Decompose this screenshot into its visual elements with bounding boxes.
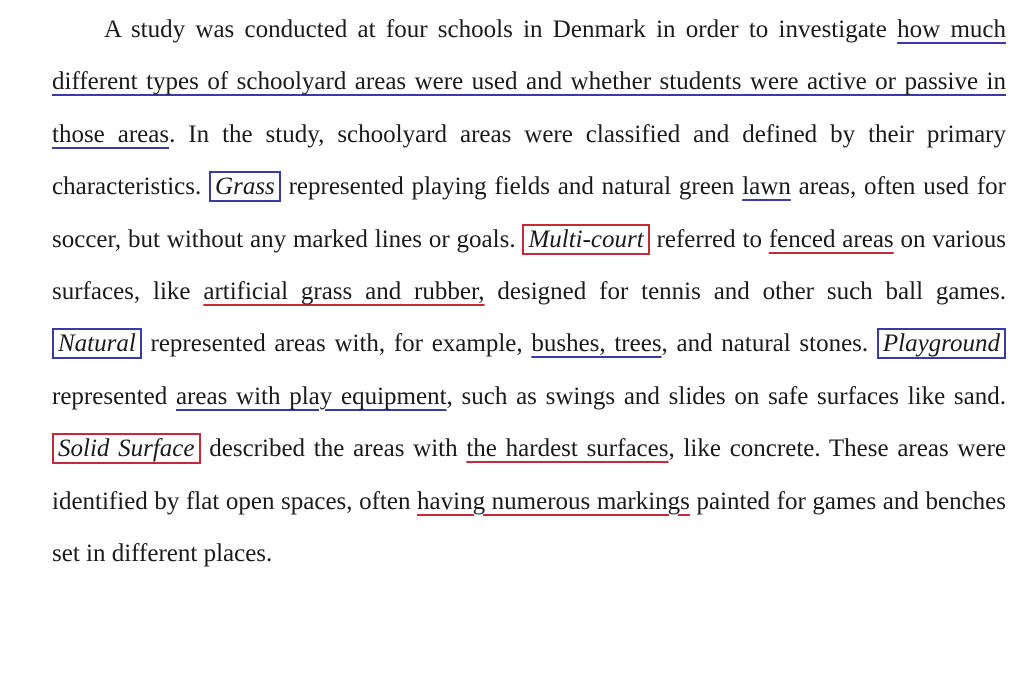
playground-desc-b: , such as swings and slides on safe surfaces like sand. xyxy=(446,382,1006,410)
natural-desc-a: represented areas with, for example, xyxy=(141,330,532,358)
multicourt-desc-a: referred to xyxy=(649,225,769,253)
underline-lawn: lawn xyxy=(742,173,791,201)
solid-desc-b: , like concrete. These areas were identified by flat open spaces, often xyxy=(52,435,1006,515)
grass-desc-b: areas, often used for soccer, but without any marked lines or goals. xyxy=(52,173,1007,253)
period: . xyxy=(169,120,176,148)
sentence-classification: In the study, schoolyard areas were classified and defined by their primary characteristics. xyxy=(52,120,1006,201)
underline-hardest-surfaces: the hardest surfaces xyxy=(466,435,669,463)
underline-numerous-markings: having numerous markings xyxy=(417,487,690,515)
solid-desc-a: described the areas with xyxy=(200,435,467,463)
multicourt-desc-b: on various surfaces, like xyxy=(52,225,1006,306)
sentence-intro: A study was conducted at four schools in Denmark in order to investigate xyxy=(104,16,898,43)
term-grass: Grass xyxy=(209,171,281,202)
term-playground: Playground xyxy=(877,328,1006,359)
underline-artificial-grass: artificial grass and rubber, xyxy=(203,278,485,306)
term-natural: Natural xyxy=(52,328,142,359)
underline-study-purpose: how much different types of schoolyard areas were used and whether students were active or passive in those areas xyxy=(52,16,1006,148)
underline-play-equipment: areas with play equipment xyxy=(175,382,447,410)
multicourt-desc-c: designed for tennis and other such ball games. xyxy=(484,278,1006,306)
term-solid-surface: Solid Surface xyxy=(52,433,201,464)
solid-desc-c: painted for games and benches set in different places. xyxy=(52,487,1006,568)
term-multi-court: Multi-court xyxy=(522,224,649,255)
underline-bushes-trees: bushes, trees xyxy=(531,330,662,358)
grass-desc-a: represented playing fields and natural green xyxy=(280,173,743,201)
natural-desc-b: , and natural stones. xyxy=(661,330,877,358)
underline-fenced-areas: fenced areas xyxy=(768,225,894,253)
study-paragraph xyxy=(52,4,1006,580)
playground-desc-a: represented xyxy=(52,382,176,410)
